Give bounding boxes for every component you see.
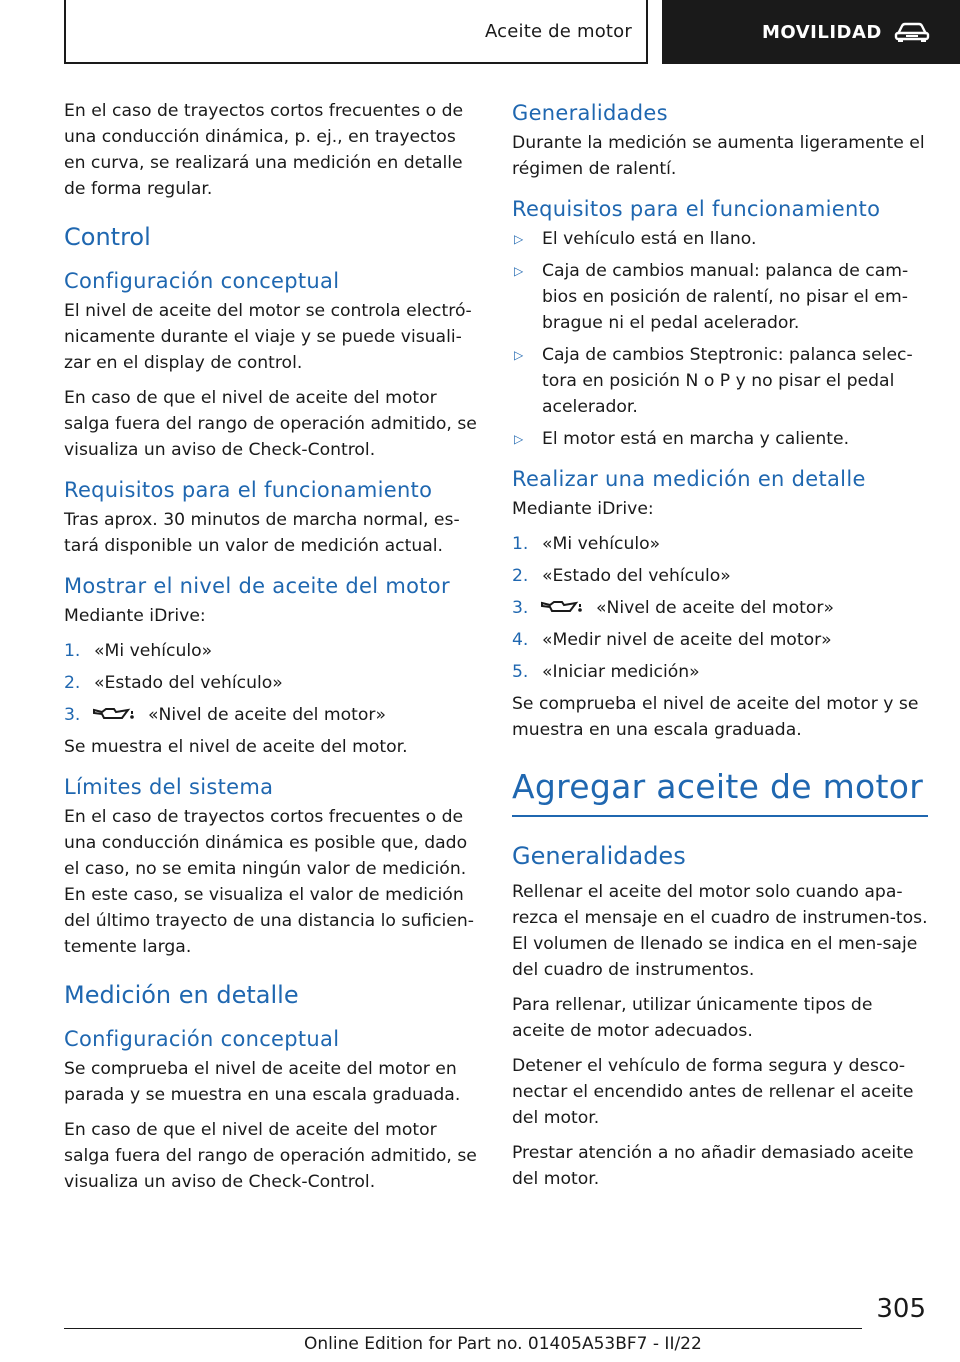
list-item [512, 258, 928, 336]
detail-concept-heading: Configuración conceptual [64, 1027, 340, 1051]
intro-paragraph: En el caso de trayectos cortos frecuentes o de una conducción dinámica, p. ej., en trayectos en curva, se realizará una medición en detalle de forma regular. [64, 101, 464, 199]
right-column [512, 98, 928, 1201]
list-item [512, 659, 928, 685]
add-oil-heading: Agregar aceite de motor [512, 767, 928, 817]
show-level-steps [64, 638, 478, 728]
add-paragraph-1: Rellenar el aceite del motor solo cuando apa‐rezca el mensaje en el cuadro de instrumen‐tos. El volumen de llenado se indica en el men‐saje del cuadro de instrumentos. [512, 882, 928, 980]
right-requirements-heading: Requisitos para el funcionamiento [512, 197, 881, 221]
bullet-triangle-icon: ▷ [514, 232, 524, 246]
bullet-triangle-icon: ▷ [514, 348, 524, 362]
control-heading: Control [64, 223, 151, 251]
step-text: «Mi vehículo» [542, 534, 661, 554]
list-item-text: Caja de cambios manual: palanca de cam‐bios en posición de ralentí, no pisar el em‐brague ni el pedal acelerador. [542, 261, 909, 333]
step-text: «Estado del vehículo» [94, 673, 283, 693]
footer-divider [64, 1328, 862, 1329]
limits-heading: Límites del sistema [64, 775, 274, 799]
header-section-title: Aceite de motor [484, 20, 632, 42]
oil-can-icon [540, 599, 586, 617]
step-number: 2. [512, 566, 529, 586]
step-text: «Mi vehículo» [94, 641, 213, 661]
show-level-result: Se muestra el nivel de aceite del motor. [64, 737, 408, 757]
add-paragraph-2: Para rellenar, utilizar únicamente tipos de aceite de motor adecuados. [512, 995, 873, 1041]
step-text: «Nivel de aceite del motor» [148, 705, 387, 725]
list-item-text: Caja de cambios Steptronic: palanca selec‐tora en posición N o P y no pisar el pedal acelerador. [542, 345, 913, 417]
list-item [64, 702, 478, 728]
measure-steps [512, 531, 928, 685]
step-number: 5. [512, 662, 529, 682]
measure-result: Se comprueba el nivel de aceite del motor y se muestra en una escala graduada. [512, 694, 919, 740]
list-item [64, 638, 478, 664]
list-item [512, 531, 928, 557]
requirements-paragraph: Tras aprox. 30 minutos de marcha normal, es‐tará disponible un valor de medición actual. [64, 510, 460, 556]
bullet-triangle-icon: ▷ [514, 264, 524, 278]
list-item [512, 342, 928, 420]
list-item-text: El motor está en marcha y caliente. [542, 429, 850, 449]
concept-paragraph-2: En caso de que el nivel de aceite del motor salga fuera del rango de operación admitido, se visualiza un aviso de Check-Control. [64, 388, 477, 460]
detail-paragraph-1: Se comprueba el nivel de aceite del motor en parada y se muestra en una escala graduada. [64, 1059, 461, 1105]
show-level-via: Mediante iDrive: [64, 606, 206, 626]
step-text: «Nivel de aceite del motor» [596, 598, 835, 618]
step-text: «Medir nivel de aceite del motor» [542, 630, 832, 650]
step-number: 3. [64, 705, 81, 725]
detail-heading: Medición en detalle [64, 981, 299, 1009]
list-item [64, 670, 478, 696]
add-paragraph-4: Prestar atención a no añadir demasiado aceite del motor. [512, 1143, 914, 1189]
concept-paragraph-1: El nivel de aceite del motor se controla electró‐nicamente durante el viaje y se puede visuali‐zar en el display de control. [64, 301, 472, 373]
left-column [64, 98, 478, 1204]
step-number: 1. [64, 641, 81, 661]
step-text: «Iniciar medición» [542, 662, 700, 682]
add-general-heading: Generalidades [512, 842, 686, 870]
measure-heading: Realizar una medición en detalle [512, 467, 866, 491]
step-number: 4. [512, 630, 529, 650]
step-number: 1. [512, 534, 529, 554]
car-icon [894, 21, 930, 43]
limits-paragraph: En el caso de trayectos cortos frecuentes o de una conducción dinámica es posible que, dado el caso, no se emita ningún valor de medición. En este caso, se visualiza el valor de medición del último trayecto de una distancia lo suficien‐temente larga. [64, 807, 474, 957]
oil-can-icon [92, 706, 138, 724]
list-item-text: El vehículo está en llano. [542, 229, 757, 249]
concept-heading: Configuración conceptual [64, 269, 340, 293]
requirements-list [512, 226, 928, 452]
step-number: 3. [512, 598, 529, 618]
requirements-heading: Requisitos para el funcionamiento [64, 478, 433, 502]
measure-via: Mediante iDrive: [512, 499, 654, 519]
list-item [512, 595, 928, 621]
general-heading: Generalidades [512, 101, 668, 125]
step-text: «Estado del vehículo» [542, 566, 731, 586]
list-item [512, 426, 928, 452]
header-chapter-title: MOVILIDAD [762, 21, 882, 43]
header-chapter-tab [662, 0, 960, 64]
footer-edition: Online Edition for Part no. 01405A53BF7 - II/22 [304, 1334, 702, 1354]
list-item [512, 627, 928, 653]
show-level-heading: Mostrar el nivel de aceite del motor [64, 574, 450, 598]
list-item [512, 226, 928, 252]
add-paragraph-3: Detener el vehículo de forma segura y desco‐nectar el encendido antes de rellenar el aceite del motor. [512, 1056, 914, 1128]
list-item [512, 563, 928, 589]
bullet-triangle-icon: ▷ [514, 432, 524, 446]
header-section-tab [64, 0, 648, 64]
step-number: 2. [64, 673, 81, 693]
general-paragraph: Durante la medición se aumenta ligeramente el régimen de ralentí. [512, 133, 925, 179]
page-number: 305 [876, 1294, 926, 1324]
detail-paragraph-2: En caso de que el nivel de aceite del motor salga fuera del rango de operación admitido, se visualiza un aviso de Check-Control. [64, 1120, 477, 1192]
